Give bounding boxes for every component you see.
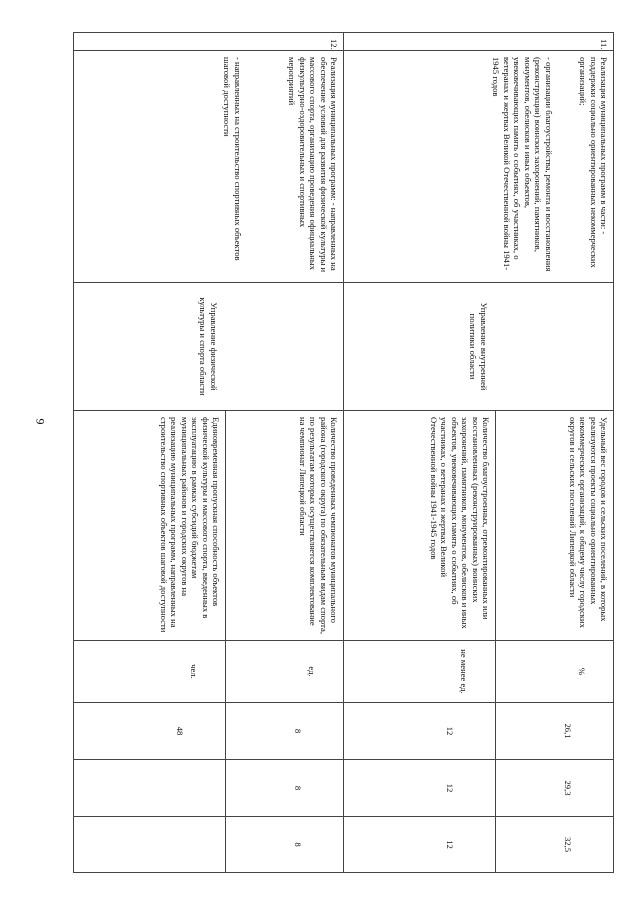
page-number: 9 — [33, 418, 48, 425]
table-container — [74, 32, 614, 872]
indicator-value — [74, 817, 226, 873]
indicator-value: 12 — [344, 703, 496, 760]
table-row — [496, 33, 614, 873]
indicator-value: 32,5 — [496, 817, 614, 873]
row-number: 11. — [344, 33, 614, 51]
indicator-name: Количество проведенных чемпионатов муниципального района (городского округа) по обязательным видам спорта, по результатам которых осуществляется комплектование на чемпионат Липецкой области — [226, 411, 344, 641]
indicator-value: 26,1 — [496, 703, 614, 760]
indicator-name: Количество благоустроенных, отремонтированных или восстановленных (реконструированных) воинских захоронений, памятников, монументов, обелисков и иных объектов, увековечивающих память о событиях, об участниках, о ветеранах и жертвах Великой Отечественной войны 1941-1945 годов — [344, 411, 496, 641]
row-number: 12. — [74, 33, 344, 51]
indicator-value: 29,3 — [496, 760, 614, 817]
event-text: - организации благоустройства, ремонта и восстановления (реконструкции) воинских захоронений, памятников, монументов, обелисков и иных объектов, увековечивающих память о событиях, об участниках, о ветеранах и жертвах Великой Отечественной войны 1941-1945 годов — [491, 57, 554, 272]
table-row — [226, 33, 344, 873]
indicator-value — [74, 760, 226, 817]
indicator-value: 12 — [344, 817, 496, 873]
indicator-unit: ед. — [226, 641, 344, 703]
indicator-value: 12 — [344, 760, 496, 817]
indicator-value: 8 — [226, 817, 344, 873]
event-text: - направленных на строительство спортивных объектов шаговой доступности — [222, 57, 243, 261]
event-cell — [74, 51, 344, 283]
executor-cell: Управление физической культуры и спорта области — [74, 283, 344, 411]
indicator-unit: чел. — [74, 641, 226, 703]
executor-cell: Управление внутренней политики области — [344, 283, 614, 411]
indicator-value: 8 — [226, 703, 344, 760]
indicator-value: 8 — [226, 760, 344, 817]
event-text: Реализация муниципальных программ: - направленных на обеспечение условий для развития физической культуры и массового спорта, организацию проведения официальных физкультурно-оздоровительных и спортивных мероприятий — [287, 57, 339, 273]
indicator-unit: не менее ед. — [344, 641, 496, 703]
indicator-value: 48 — [74, 703, 226, 760]
indicator-name: Единовременная пропускная способность объектов физической культуры и массового спорта, введенных в эксплуатацию в рамках субсидий бюджетам муниципальных районов и городских округов на реализацию муниципальных программ, направленных на строительство спортивных объектов шаговой доступности — [74, 411, 226, 641]
event-cell — [344, 51, 614, 283]
programs-table — [73, 32, 614, 873]
indicator-unit: % — [496, 641, 614, 703]
indicator-name: Удельный вес городов и сельских поселений, в которых реализуются проекты социально ориентированных некоммерческих организаций, к общему числу городских округов и сельских поселений Липецкой области — [496, 411, 614, 641]
event-text: Реализация муниципальных программ в части: - поддержки социально ориентированных некоммерческих организаций; — [578, 57, 609, 268]
